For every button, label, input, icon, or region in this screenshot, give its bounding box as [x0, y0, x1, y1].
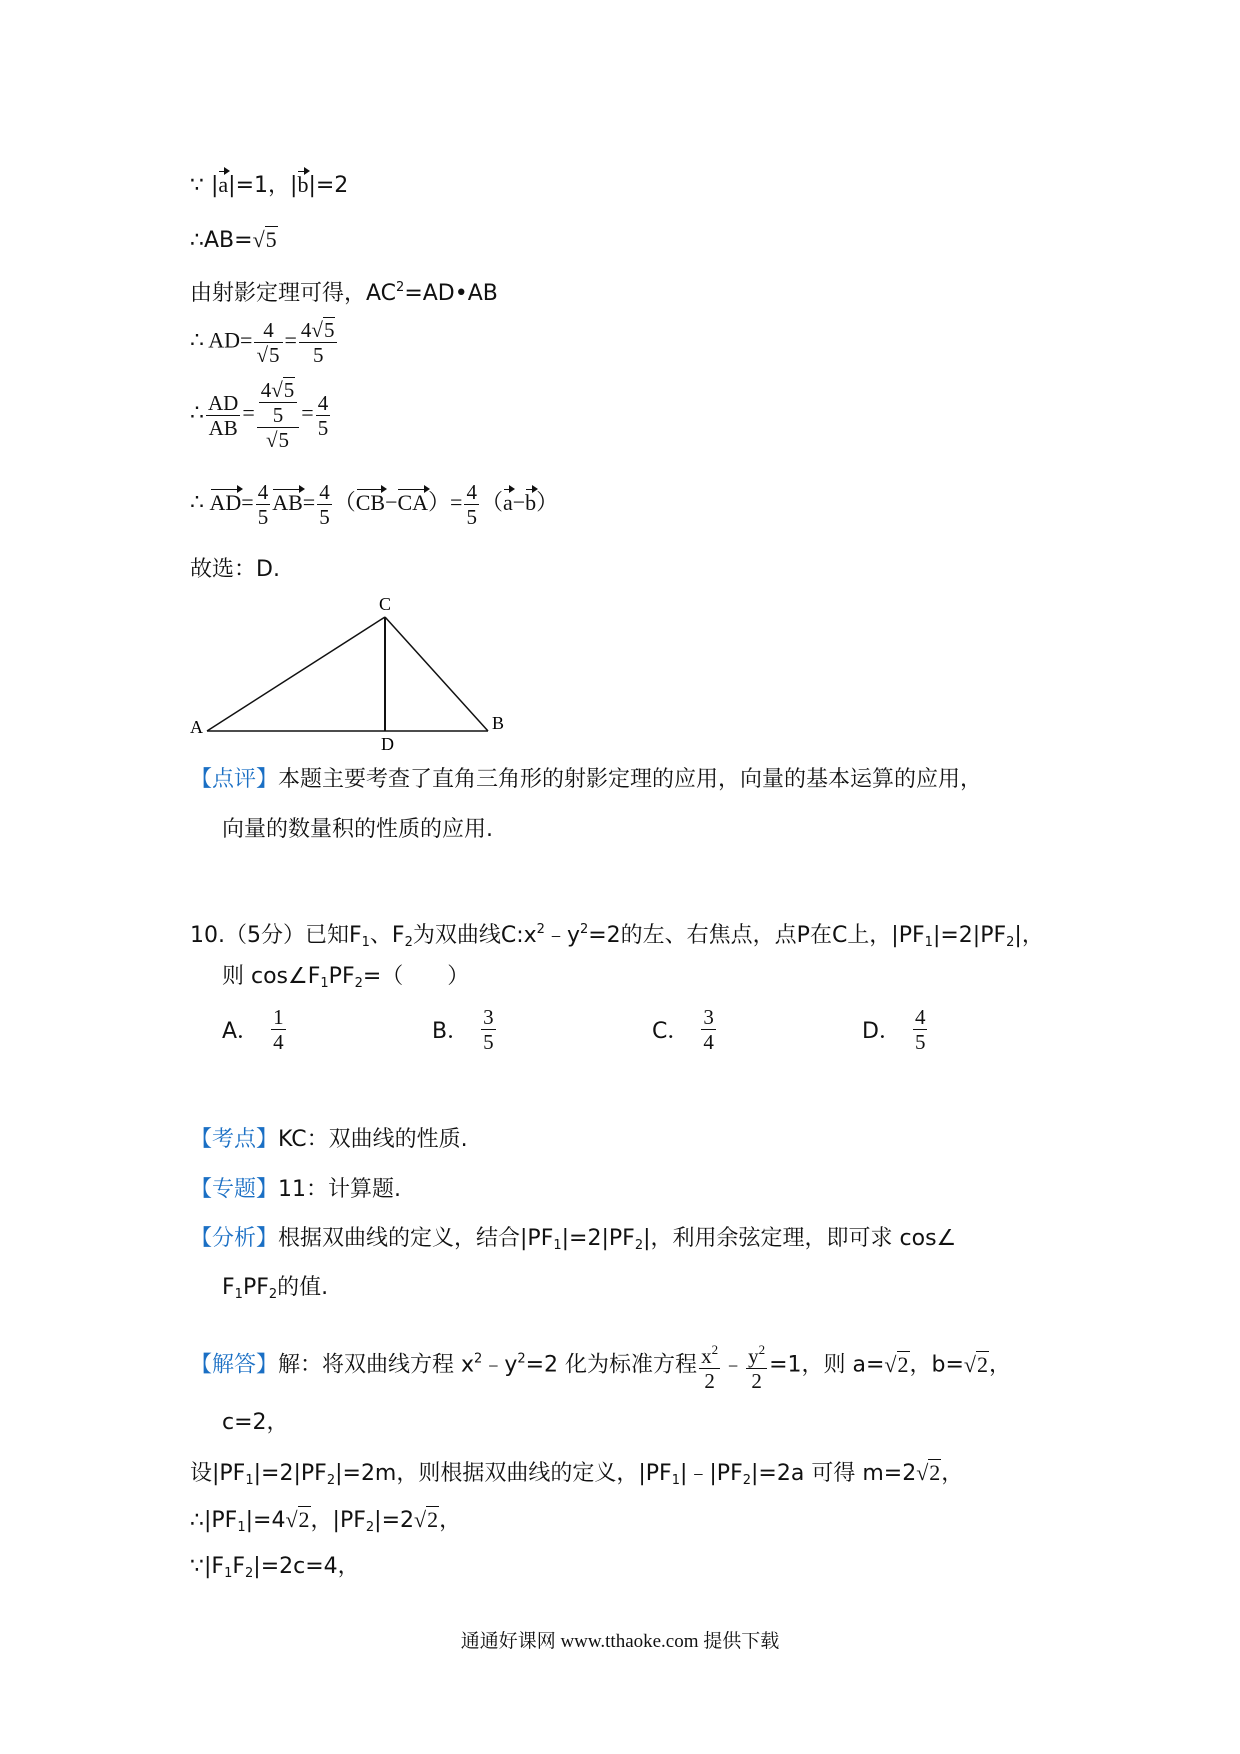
- solution-line-3: $\therefore|PF_1|=4√2$，$|PF_2|=2√2$，: [190, 1507, 462, 1535]
- solution-line-1: 【解答】解：将双曲线方程 $x^2﹣y^2=2$ 化为标准方程 $\frac{x^2}{2}$ ﹣ $\frac{y^2}{2}$ =1，则 a=√2，b=√2，: [190, 1338, 1011, 1393]
- label-a: A: [190, 717, 203, 737]
- triangle-diagram: [185, 595, 525, 755]
- label-b: B: [492, 713, 505, 733]
- label-d: D: [381, 734, 394, 754]
- page-footer: 通通好课网 www.tthaoke.com 提供下载: [460, 1631, 780, 1652]
- knowledge-point: 【考点】KC：双曲线的性质.: [190, 1127, 468, 1152]
- solution-line-2: 设$|PF_1|=2|PF_2|=2m$，则根据双曲线的定义，$|PF_1|﹣|PF_2|=2a$ 可得 m=2√2，: [190, 1460, 964, 1488]
- vector-b: b: [297, 170, 308, 200]
- vector-a: a: [218, 170, 228, 200]
- question-10-stem: 10.（5分）已知$F_1$、$F_2$为双曲线$C:x^2﹣y^2=2$的左、右焦点，点P在C上，$|PF_1|=2|PF_2|$，: [190, 922, 1044, 950]
- option-b[interactable]: B． $\frac{3}{5}$: [432, 1005, 494, 1054]
- review-line-2: 向量的数量积的性质的应用.: [222, 817, 493, 842]
- topic: 【专题】11：计算题.: [190, 1177, 402, 1202]
- ad-ab-ratio: ∴ $\frac{AD}{AB}$ = $\frac{\frac{4√5}{5}}{√5}$ = $\frac{4}{5}$: [190, 378, 329, 452]
- choose-answer: 故选：D.: [190, 557, 280, 582]
- option-d[interactable]: D． $\frac{4}{5}$: [862, 1005, 926, 1054]
- review-tag: 【点评】: [190, 767, 279, 792]
- analysis-line-2: $F_1PF_2$的值.: [222, 1275, 329, 1302]
- ad-value: ∴ AD= $\frac{4}{√5}$ = $\frac{4√5}{5}$: [190, 318, 339, 367]
- projection-theorem: 由射影定理可得，$AC^2=AD•AB$: [190, 280, 498, 306]
- given-vector-magnitudes: ∵ |a|=1，|b|=2: [190, 172, 349, 198]
- vector-ad-expression: ∴ AD= $\frac{4}{5}$ AB= $\frac{4}{5}$ （CB−CA）= $\frac{4}{5}$ （a−b）: [190, 480, 559, 529]
- answer-options: [222, 1005, 982, 1065]
- review-line-1: 【点评】本题主要考查了直角三角形的射影定理的应用，向量的基本运算的应用，: [190, 767, 983, 792]
- question-10-ask: 则 $\cos\angle F_1PF_2=$（ ）: [222, 964, 470, 991]
- solution-c-value: c=2，: [222, 1410, 289, 1435]
- ab-length: ∴AB=√5: [190, 227, 277, 253]
- analysis-line-1: 【分析】根据双曲线的定义，结合$|PF_1|=2|PF_2|$，利用余弦定理，即可求 cos∠: [190, 1226, 957, 1253]
- solution-line-4: $\because|F_1F_2|=2c=4$，: [190, 1554, 360, 1581]
- label-c: C: [379, 595, 392, 614]
- option-a[interactable]: A． $\frac{1}{4}$: [222, 1005, 284, 1054]
- option-c[interactable]: C． $\frac{3}{4}$: [652, 1005, 714, 1054]
